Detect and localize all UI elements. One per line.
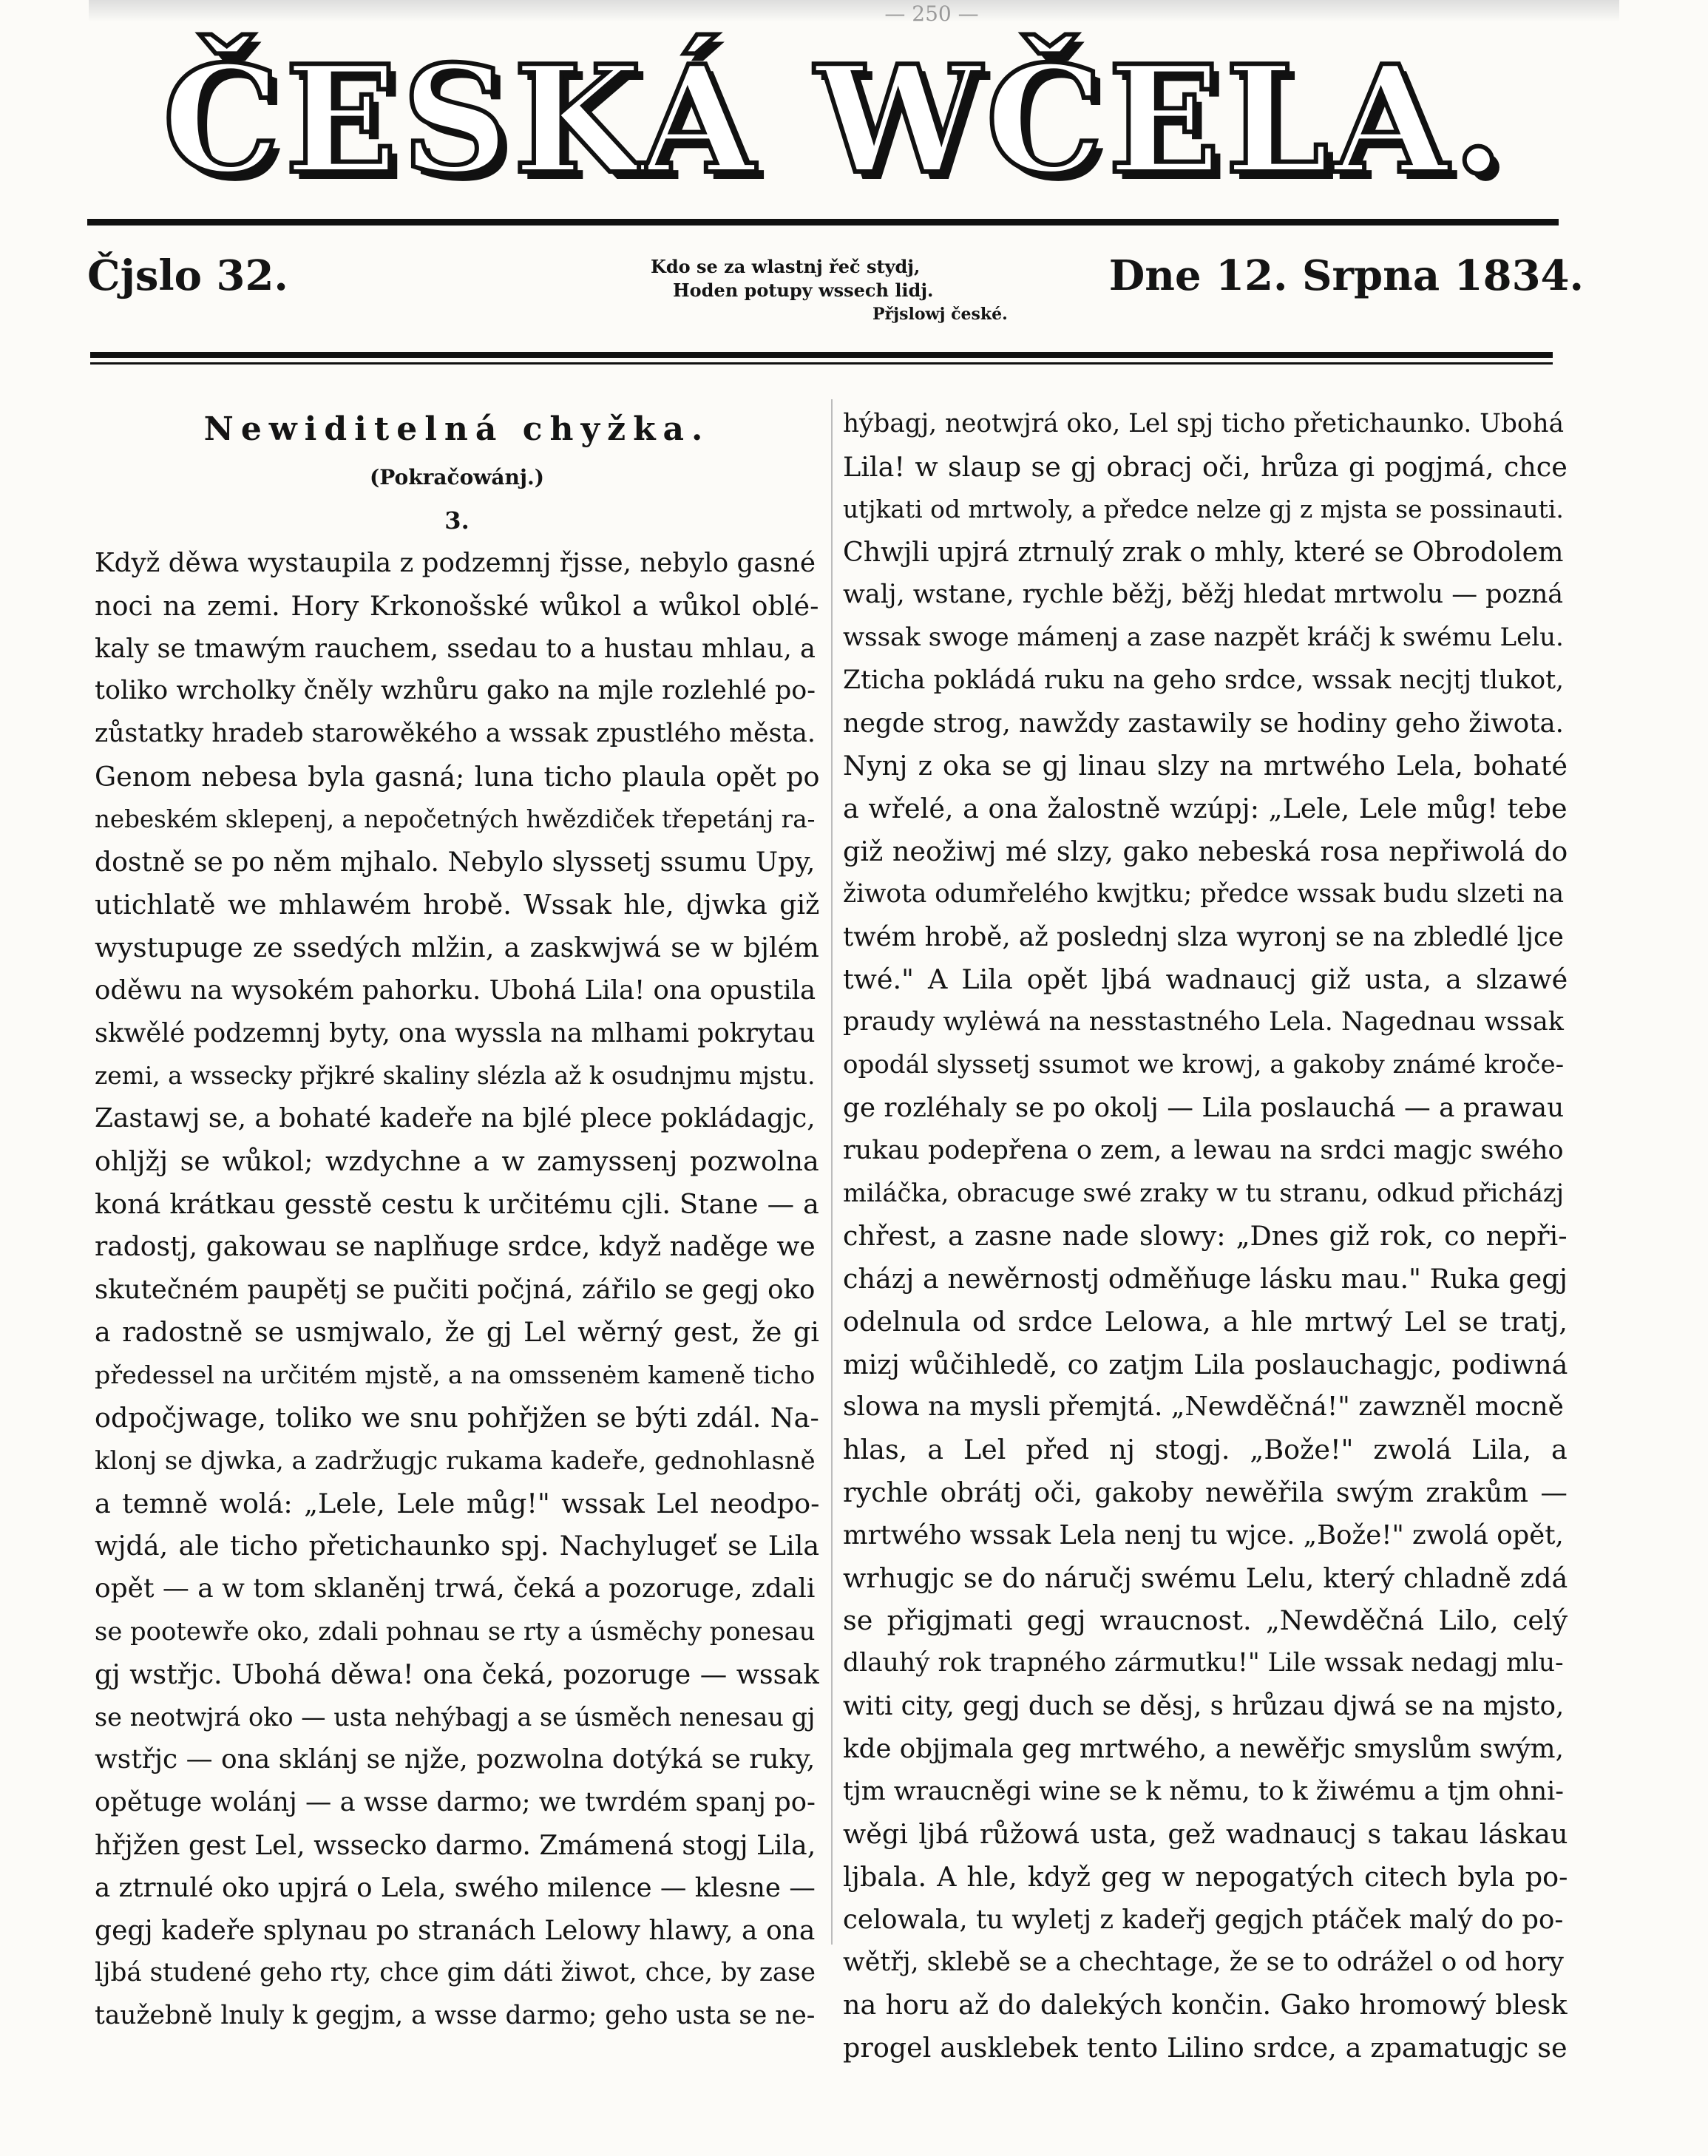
text-line: wrhugjc se do náručj swému Lelu, který chladně zdá bbox=[843, 1562, 1568, 1594]
text-line: cházj a newěrnostj odměňuge lásku mau." Ruka gegj bbox=[843, 1262, 1568, 1295]
article-part-number: 3. bbox=[444, 506, 470, 535]
text-line: wstřjc — ona sklánj se njže, pozwolna dotýká se ruky, bbox=[95, 1744, 816, 1775]
text-line: toliko wrcholky čněly wzhůru gako na mjle rozlehlé po- bbox=[95, 676, 816, 706]
text-line: kde objjmala geg mrtwého, a newěřjc smyslům swým, bbox=[843, 1733, 1564, 1764]
text-line: gj wstřjc. Ubohá děwa! ona čeká, pozoruge — wssak bbox=[95, 1658, 819, 1690]
text-line: rychle obrátj oči, gakoby newěřila swým zrakům — bbox=[843, 1476, 1568, 1508]
text-line: opět — a w tom sklaněnj trwá, čeká a pozoruge, zdali bbox=[95, 1573, 816, 1604]
text-line: kaly se tmawým rauchem, ssedau to a hustau mhlau, a bbox=[95, 633, 816, 664]
text-line: miláčka, obracuge swé zraky w tu stranu, odkud přicházj bbox=[843, 1179, 1565, 1208]
text-line: předessel na určitém mjstě, a na omssenėm kameně ticho bbox=[95, 1360, 816, 1390]
text-line: dlauhý rok trapného zármutku!" Lile wssak nedagj mlu- bbox=[843, 1648, 1564, 1678]
text-line: twé." A Lila opět ljbá wadnaucj giž usta, a slzawé bbox=[843, 963, 1568, 996]
text-line: wěgi ljbá růžowá usta, gež wadnaucj s takau láskau bbox=[843, 1818, 1568, 1851]
text-line: Lila! w slaup se gj obracj oči, hrůza gi pogjmá, chce bbox=[843, 450, 1568, 483]
text-line: mizj wůčihledě, co zatjm Lila poslauchagjc, podiwná bbox=[843, 1348, 1568, 1380]
text-line: walj, wstane, rychle běžj, běžj hledat mrtwolu — pozná bbox=[843, 580, 1564, 610]
motto-line-1: Kdo se za wlastnj řeč stydj, bbox=[651, 256, 921, 277]
text-line: žiwota odumřelého kwjtku; předce wssak budu slzeti na bbox=[843, 878, 1565, 909]
text-line: zůstatky hradeb starowěkého a wssak zpustlého města. bbox=[95, 719, 816, 749]
issue-number: Čjslo 32. bbox=[87, 251, 288, 300]
masthead-rule-top bbox=[87, 219, 1559, 226]
text-line: ljbá studené geho rty, chce gim dáti žiwot, chce, by zase bbox=[95, 1958, 816, 1988]
text-line: Když děwa wystaupila z podzemnj řjsse, nebylo gasné bbox=[95, 548, 816, 578]
left-column bbox=[95, 403, 819, 2038]
text-line: taužebně lnuly k gegjm, a wsse darmo; geho usta se ne- bbox=[95, 2001, 816, 2031]
text-line: skutečném paupětj se pučiti počjná, zářilo se gegj oko bbox=[95, 1274, 816, 1305]
text-line: slowa na mysli přemjtá. „Newděčná!" zawzněl mocně bbox=[843, 1391, 1564, 1423]
text-line: klonj se djwka, a zadržugjc rukama kadeře, gednohlasně bbox=[95, 1445, 816, 1475]
motto-source: Přjslowj české. bbox=[872, 305, 1008, 324]
text-line: wětřj, sklebě se a chechtage, že se to odrážel o od hory bbox=[843, 1947, 1564, 1977]
motto-line-2: Hoden potupy wssech lidj. bbox=[673, 279, 934, 301]
motto bbox=[651, 255, 1035, 326]
text-line: koná krátkau gesstě cestu k určitému cjli. Stane — a bbox=[95, 1187, 819, 1220]
header-rule-thick bbox=[90, 352, 1553, 358]
text-line: wjdá, ale ticho přetichaunko spj. Nachylugeť se Lila bbox=[95, 1530, 819, 1562]
text-line: a temně wolá: „Lele, Lele můg!" wssak Lel neodpo- bbox=[95, 1487, 819, 1519]
text-line: wssak swoge mámenj a zase nazpět kráčj k swému Lelu. bbox=[843, 622, 1564, 652]
text-line: hlas, a Lel před nj stogj. „Bože!" zwolá Lila, a bbox=[843, 1434, 1568, 1466]
text-line: opětuge wolánj — a wsse darmo; we twrdém spanj po- bbox=[95, 1787, 816, 1818]
text-line: hýbagj, neotwjrá oko, Lel spj ticho přetichaunko. Ubohá bbox=[843, 409, 1564, 438]
text-line: twém hrobě, až poslednj slza wyronj se na zbledlé ljce bbox=[843, 921, 1564, 952]
text-line: Zticha pokládá ruku na geho srdce, wssak necjtj tlukot, bbox=[843, 665, 1565, 695]
text-line: noci na zemi. Hory Krkonošské wůkol a wůkol oblé- bbox=[95, 589, 819, 622]
text-line: negde strog, nawždy zastawily se hodiny geho žiwota. bbox=[843, 708, 1564, 739]
text-line: celowala, tu wyletj z kadeřj gegjch ptáček malý do po- bbox=[843, 1904, 1564, 1935]
text-line: chřest, a zasne nade slowy: „Dnes giž rok, co nepři- bbox=[843, 1220, 1568, 1252]
bleed-page-number: — 250 — bbox=[884, 1, 979, 26]
text-line: se neotwjrá oko — usta nehýbagj a se úsměch nenesau gj bbox=[95, 1702, 816, 1732]
text-line: se přigjmati gegj wraucnost. „Newděčná Lilo, celý bbox=[843, 1604, 1568, 1637]
text-line: nebeském sklepenj, a nepočetných hwězdiček třepetánj ra- bbox=[95, 804, 816, 833]
text-line: ge rozléhaly se po okolj — Lila poslauchá — a prawau bbox=[843, 1092, 1565, 1123]
header-rule-thin bbox=[90, 362, 1553, 365]
text-line: utichlatě we mhlawém hrobě. Wssak hle, djwka giž bbox=[95, 889, 819, 921]
text-line: na horu až do dalekých končin. Gako hromowý blesk bbox=[843, 1989, 1568, 2021]
right-column bbox=[843, 403, 1568, 2069]
previous-page-bleed bbox=[89, 0, 1619, 26]
text-line: a radostně se usmjwalo, že gj Lel wěrný gest, že gi bbox=[95, 1316, 819, 1349]
text-line: radostj, gakowau se naplňuge srdce, když naděge we bbox=[95, 1230, 816, 1262]
text-line: praudy wylėwá na nesstastného Lela. Nagednau wssak bbox=[843, 1007, 1564, 1037]
text-line: a ztrnulé oko upjrá o Lela, swého milence — klesne — bbox=[95, 1872, 816, 1903]
text-line: tjm wraucněgi wine se k němu, to k žiwému a tjm ohni- bbox=[843, 1776, 1564, 1806]
text-line: gegj kadeře splynau po stranách Lelowy hlawy, a ona bbox=[95, 1914, 816, 1946]
text-line: odelnula od srdce Lelowa, a hle mrtwý Lel se tratj, bbox=[843, 1305, 1568, 1338]
text-line: zemi, a wssecky přjkré skaliny slézla až k osudnjmu mjstu. bbox=[95, 1061, 816, 1090]
text-line: progel ausklebek tento Lilino srdce, a zpamatugjc se bbox=[843, 2032, 1568, 2064]
text-line: opodál slyssetj ssumot we krowj, a gakoby známé kroče- bbox=[843, 1049, 1565, 1079]
text-line: Nynj z oka se gj linau slzy na mrtwého Lela, bohaté bbox=[843, 750, 1568, 782]
masthead-title: ČESKÁ WČELA. bbox=[162, 33, 1509, 207]
text-line: wystupuge ze ssedých mlžin, a zaskwjwá se w bjlém bbox=[95, 932, 819, 964]
text-line: Genom nebesa byla gasná; luna ticho plaula opět po bbox=[95, 760, 819, 793]
text-line: Chwjli upjrá ztrnulý zrak o mhly, které se Obrodolem bbox=[843, 536, 1564, 569]
text-line: mrtwého wssak Lela nenj tu wjce. „Bože!" zwolá opět, bbox=[843, 1519, 1564, 1550]
column-divider bbox=[831, 399, 833, 1945]
text-line: ohljžj se wůkol; wzdychne a w zamyssenj pozwolna bbox=[95, 1145, 819, 1178]
text-line: Zastawj se, a bohaté kadeře na bjlé plece pokládagjc, bbox=[95, 1103, 816, 1134]
text-line: se pootewře oko, zdali pohnau se rty a úsměchy ponesau bbox=[95, 1616, 816, 1646]
text-line: utjkati od mrtwoly, a předce nelze gj z mjsta se possinauti. bbox=[843, 495, 1564, 523]
article-title: Newiditelná chyžka. bbox=[203, 410, 711, 448]
text-line: hřjžen gest Lel, wssecko darmo. Zmámená stogj Lila, bbox=[95, 1828, 816, 1861]
text-line: witi city, gegj duch se děsj, s hrůzau djwá se na mjsto, bbox=[843, 1690, 1565, 1721]
text-line: odpočjwage, toliko we snu pohřjžen se býti zdál. Na- bbox=[95, 1401, 819, 1434]
text-line: giž neožiwj mé slzy, gako nebeská rosa nepřiwolá do bbox=[843, 835, 1568, 867]
text-line: rukau podepřena o zem, a lewau na srdci magjc swého bbox=[843, 1135, 1564, 1165]
issue-date: Dne 12. Srpna 1834. bbox=[1108, 251, 1584, 300]
article-continuation: (Pokračowánj.) bbox=[370, 465, 544, 489]
text-line: a wřelé, a ona žalostně wzúpj: „Lele, Lele můg! tebe bbox=[843, 793, 1568, 825]
text-line: oděwu na wysokém pahorku. Ubohá Lila! ona opustila bbox=[95, 974, 816, 1006]
text-line: skwělé podzemnj byty, ona wyssla na mlhami pokrytau bbox=[95, 1017, 816, 1048]
text-line: ljbala. A hle, když geg w nepogatých citech byla po- bbox=[843, 1861, 1568, 1894]
text-line: dostně se po něm mjhalo. Nebylo slyssetj ssumu Upy, bbox=[95, 846, 816, 878]
